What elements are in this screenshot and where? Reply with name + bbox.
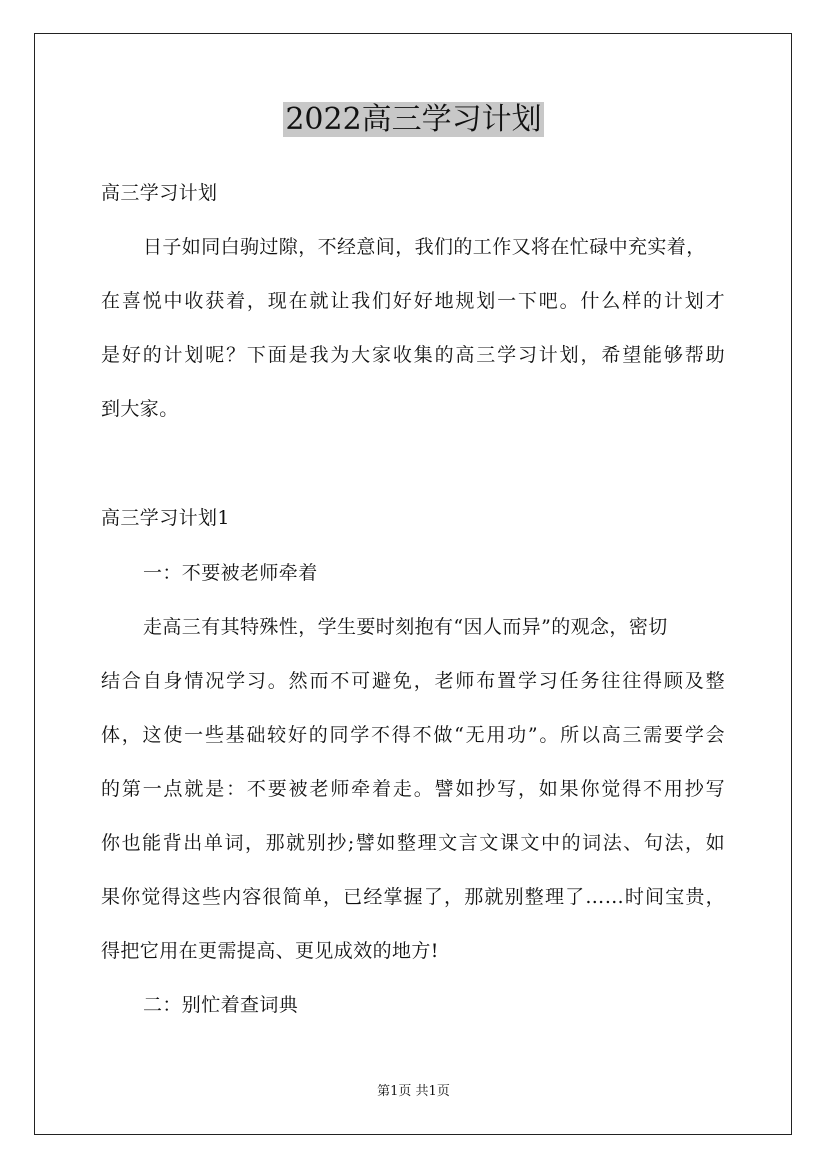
intro-line-2: 在喜悦中收获着，现在就让我们好好地规划一下吧。什么样的计划才 — [101, 290, 725, 312]
page-footer: 第1页 共1页 — [377, 1084, 450, 1099]
point1-line-5: 你也能背出单词，那就别抄;譬如整理文言文课文中的词法、句法，如 — [101, 832, 725, 854]
subtitle: 高三学习计划 — [101, 182, 218, 204]
section-heading: 高三学习计划1 — [101, 507, 230, 529]
intro-line-3: 是好的计划呢？下面是我为大家收集的高三学习计划，希望能够帮助 — [101, 344, 725, 366]
document-title — [0, 100, 827, 140]
point1-line-4: 的第一点就是：不要被老师牵着走。譬如抄写，如果你觉得不用抄写 — [101, 778, 725, 800]
point1-line-6: 果你觉得这些内容很简单，已经掌握了，那就别整理了……时间宝贵， — [101, 886, 725, 908]
point1-heading: 一：不要被老师牵着 — [143, 562, 318, 584]
intro-line-1: 日子如同白驹过隙，不经意间，我们的工作又将在忙碌中充实着， — [143, 236, 706, 258]
point1-line-3: 体，这使一些基础较好的同学不得不做“无用功”。所以高三需要学会 — [101, 724, 725, 746]
point1-line-2: 结合自身情况学习。然而不可避免，老师布置学习任务往往得顾及整 — [101, 670, 725, 692]
intro-line-4: 到大家。 — [101, 398, 179, 420]
point1-line-1: 走高三有其特殊性，学生要时刻抱有“因人而异”的观念，密切 — [143, 616, 668, 638]
point1-line-7: 得把它用在更需提高、更见成效的地方! — [101, 940, 439, 962]
point2-heading: 二：别忙着查词典 — [143, 994, 299, 1016]
document-title-text: 2022高三学习计划 — [285, 102, 542, 137]
